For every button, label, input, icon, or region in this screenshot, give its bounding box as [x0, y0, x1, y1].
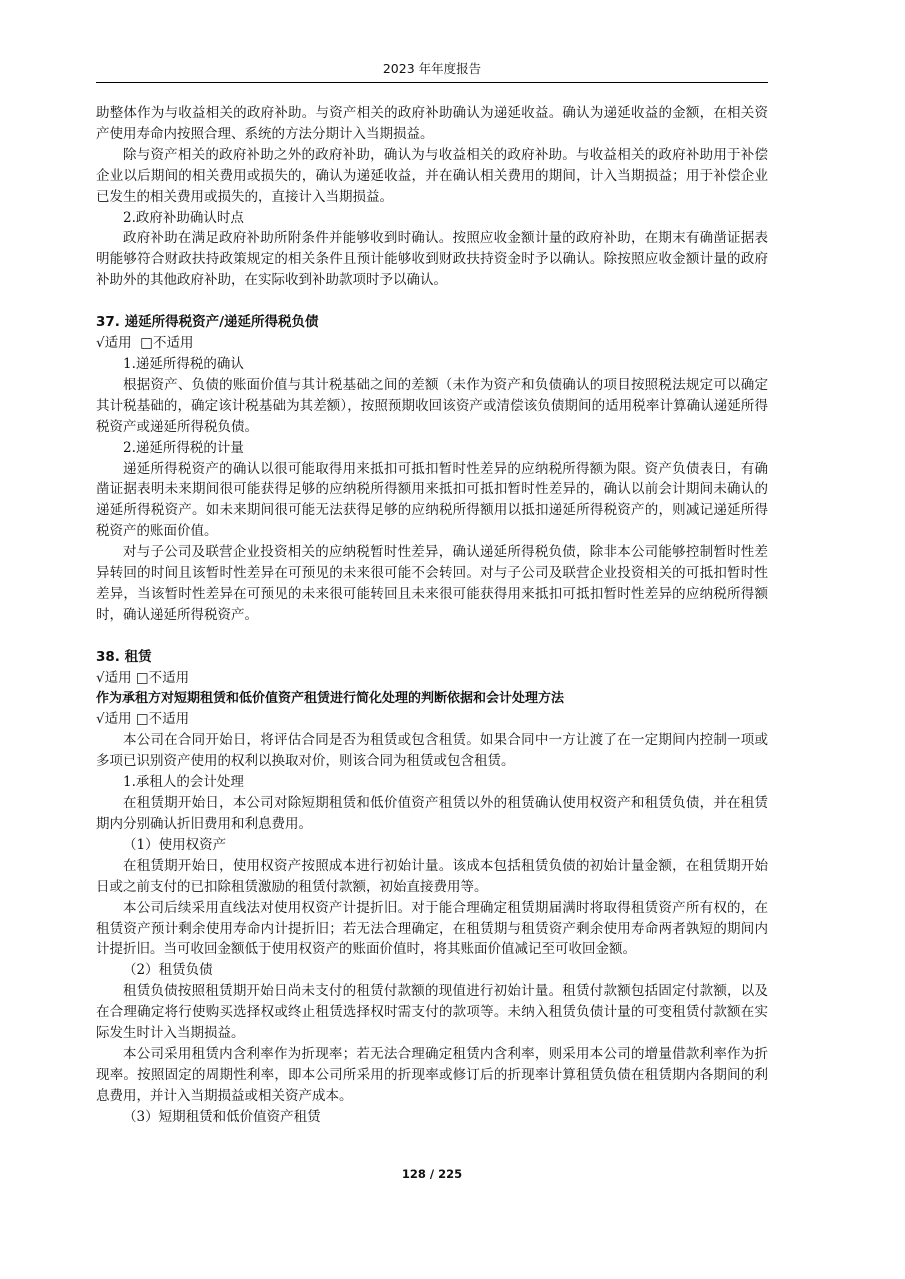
page-content	[96, 103, 768, 1128]
paragraph: 本公司在合同开始日，将评估合同是否为租赁或包含租赁。如果合同中一方让渡了在一定期间内控制一项或多项已识别资产使用的权利以换取对价，则该合同为租赁或包含租赁。	[96, 732, 768, 770]
paragraph-subheading: （3）短期租赁和低价值资产租赁	[123, 1108, 321, 1125]
section-heading-38: 38. 租赁	[96, 648, 152, 665]
header-rule	[96, 82, 768, 83]
paragraph-subheading: （2）租赁负债	[123, 962, 213, 979]
paragraph: 对与子公司及联营企业投资相关的应纳税暂时性差异，确认递延所得税负债，除非本公司能够控制暂时性差异转回的时间且该暂时性差异在可预见的未来很可能不会转回。对与子公司及联营企业投资相关的可抵扣暂时性差异，当该暂时性差异在可预见的未来很可能转回且未来很可能获得用来抵扣可抵扣暂时性差异的应纳税所得额时，确认递延所得税资产。	[96, 544, 768, 623]
paragraph: 政府补助在满足政府补助所附条件并能够收到时确认。按照应收金额计量的政府补助，在期末有确凿证据表明能够符合财政扶持政策规定的相关条件且预计能够收到财政扶持资金时予以确认。除按照应收金额计量的政府补助外的其他政府补助，在实际收到补助款项时予以确认。	[96, 230, 768, 289]
paragraph-subheading: 2.递延所得税的计量	[123, 439, 244, 456]
paragraph-subheading: （1）使用权资产	[123, 836, 227, 853]
applicability-check: √适用 □不适用	[96, 711, 190, 728]
paragraph: 递延所得税资产的确认以很可能取得用来抵扣可抵扣暂时性差异的应纳税所得额为限。资产负债表日，有确凿证据表明未来期间很可能获得足够的应纳税所得额用来抵扣可抵扣暂时性差异的，确认以前会计期间未确认的递延所得税资产。如未来期间很可能无法获得足够的应纳税所得额用以抵扣递延所得税资产的，则减记递延所得税资产的账面价值。	[96, 460, 768, 540]
paragraph: 根据资产、负债的账面价值与其计税基础之间的差额（未作为资产和负债确认的项目按照税法规定可以确定其计税基础的，确定该计税基础为其差额），按照预期收回该资产或清偿该负债期间的适用税率计算确认递延所得税资产或递延所得税负债。	[96, 376, 768, 435]
paragraph-subheading: 1.递延所得税的确认	[123, 355, 244, 372]
paragraph: 在租赁期开始日，本公司对除短期租赁和低价值资产租赁以外的租赁确认使用权资产和租赁负债，并在租赁期内分别确认折旧费用和利息费用。	[96, 795, 768, 832]
paragraph-subheading: 1.承租人的会计处理	[123, 774, 244, 791]
spacer	[96, 291, 768, 312]
paragraph: 本公司采用租赁内含利率作为折现率；若无法合理确定租赁内含利率，则采用本公司的增量借款利率作为折现率。按照固定的周期性利率，即本公司所采用的折现率或修订后的折现率计算租赁负债在租赁期内各期间的利息费用，并计入当期损益或相关资产成本。	[96, 1045, 768, 1104]
paragraph: 租赁负债按照租赁期开始日尚未支付的租赁付款额的现值进行初始计量。租赁付款额包括固定付款额，以及在合理确定将行使购买选择权或终止租赁选择权时需支付的款项等。未纳入租赁负债计量的可变租赁付款额在实际发生时计入当期损益。	[96, 983, 768, 1042]
subsection-heading: 作为承租方对短期租赁和低价值资产租赁进行简化处理的判断依据和会计处理方法	[96, 690, 565, 706]
paragraph: 本公司后续采用直线法对使用权资产计提折旧。对于能合理确定租赁期届满时将取得租赁资产所有权的，在租赁资产预计剩余使用寿命内计提折旧；若无法合理确定，在租赁期与租赁资产剩余使用寿命两者孰短的期间内计提折旧。当可收回金额低于使用权资产的账面价值时，将其账面价值减记至可收回金额。	[96, 899, 768, 958]
paragraph: 在租赁期开始日，使用权资产按照成本进行初始计量。该成本包括租赁负债的初始计量金额，在租赁期开始日或之前支付的已扣除租赁激励的租赁付款额，初始直接费用等。	[96, 857, 768, 895]
applicability-check: √适用 □不适用	[96, 669, 190, 686]
page-header: 2023 年年度报告	[382, 61, 482, 76]
paragraph: 除与资产相关的政府补助之外的政府补助，确认为与收益相关的政府补助。与收益相关的政府补助用于补偿企业以后期间的相关费用或损失的，确认为递延收益，并在确认相关费用的期间，计入当期损益；用于补偿企业已发生的相关费用或损失的，直接计入当期损益。	[96, 146, 768, 205]
paragraph: 助整体作为与收益相关的政府补助。与资产相关的政府补助确认为递延收益。确认为递延收益的金额，在相关资产使用寿命内按照合理、系统的方法分期计入当期损益。	[96, 105, 768, 142]
section-heading-37: 37. 递延所得税资产/递延所得税负债	[96, 314, 319, 331]
page-number: 128 / 225	[401, 1167, 463, 1181]
spacer	[96, 626, 768, 647]
applicability-check: √适用 □不适用	[96, 335, 194, 352]
paragraph-subheading: 2.政府补助确认时点	[123, 209, 244, 226]
